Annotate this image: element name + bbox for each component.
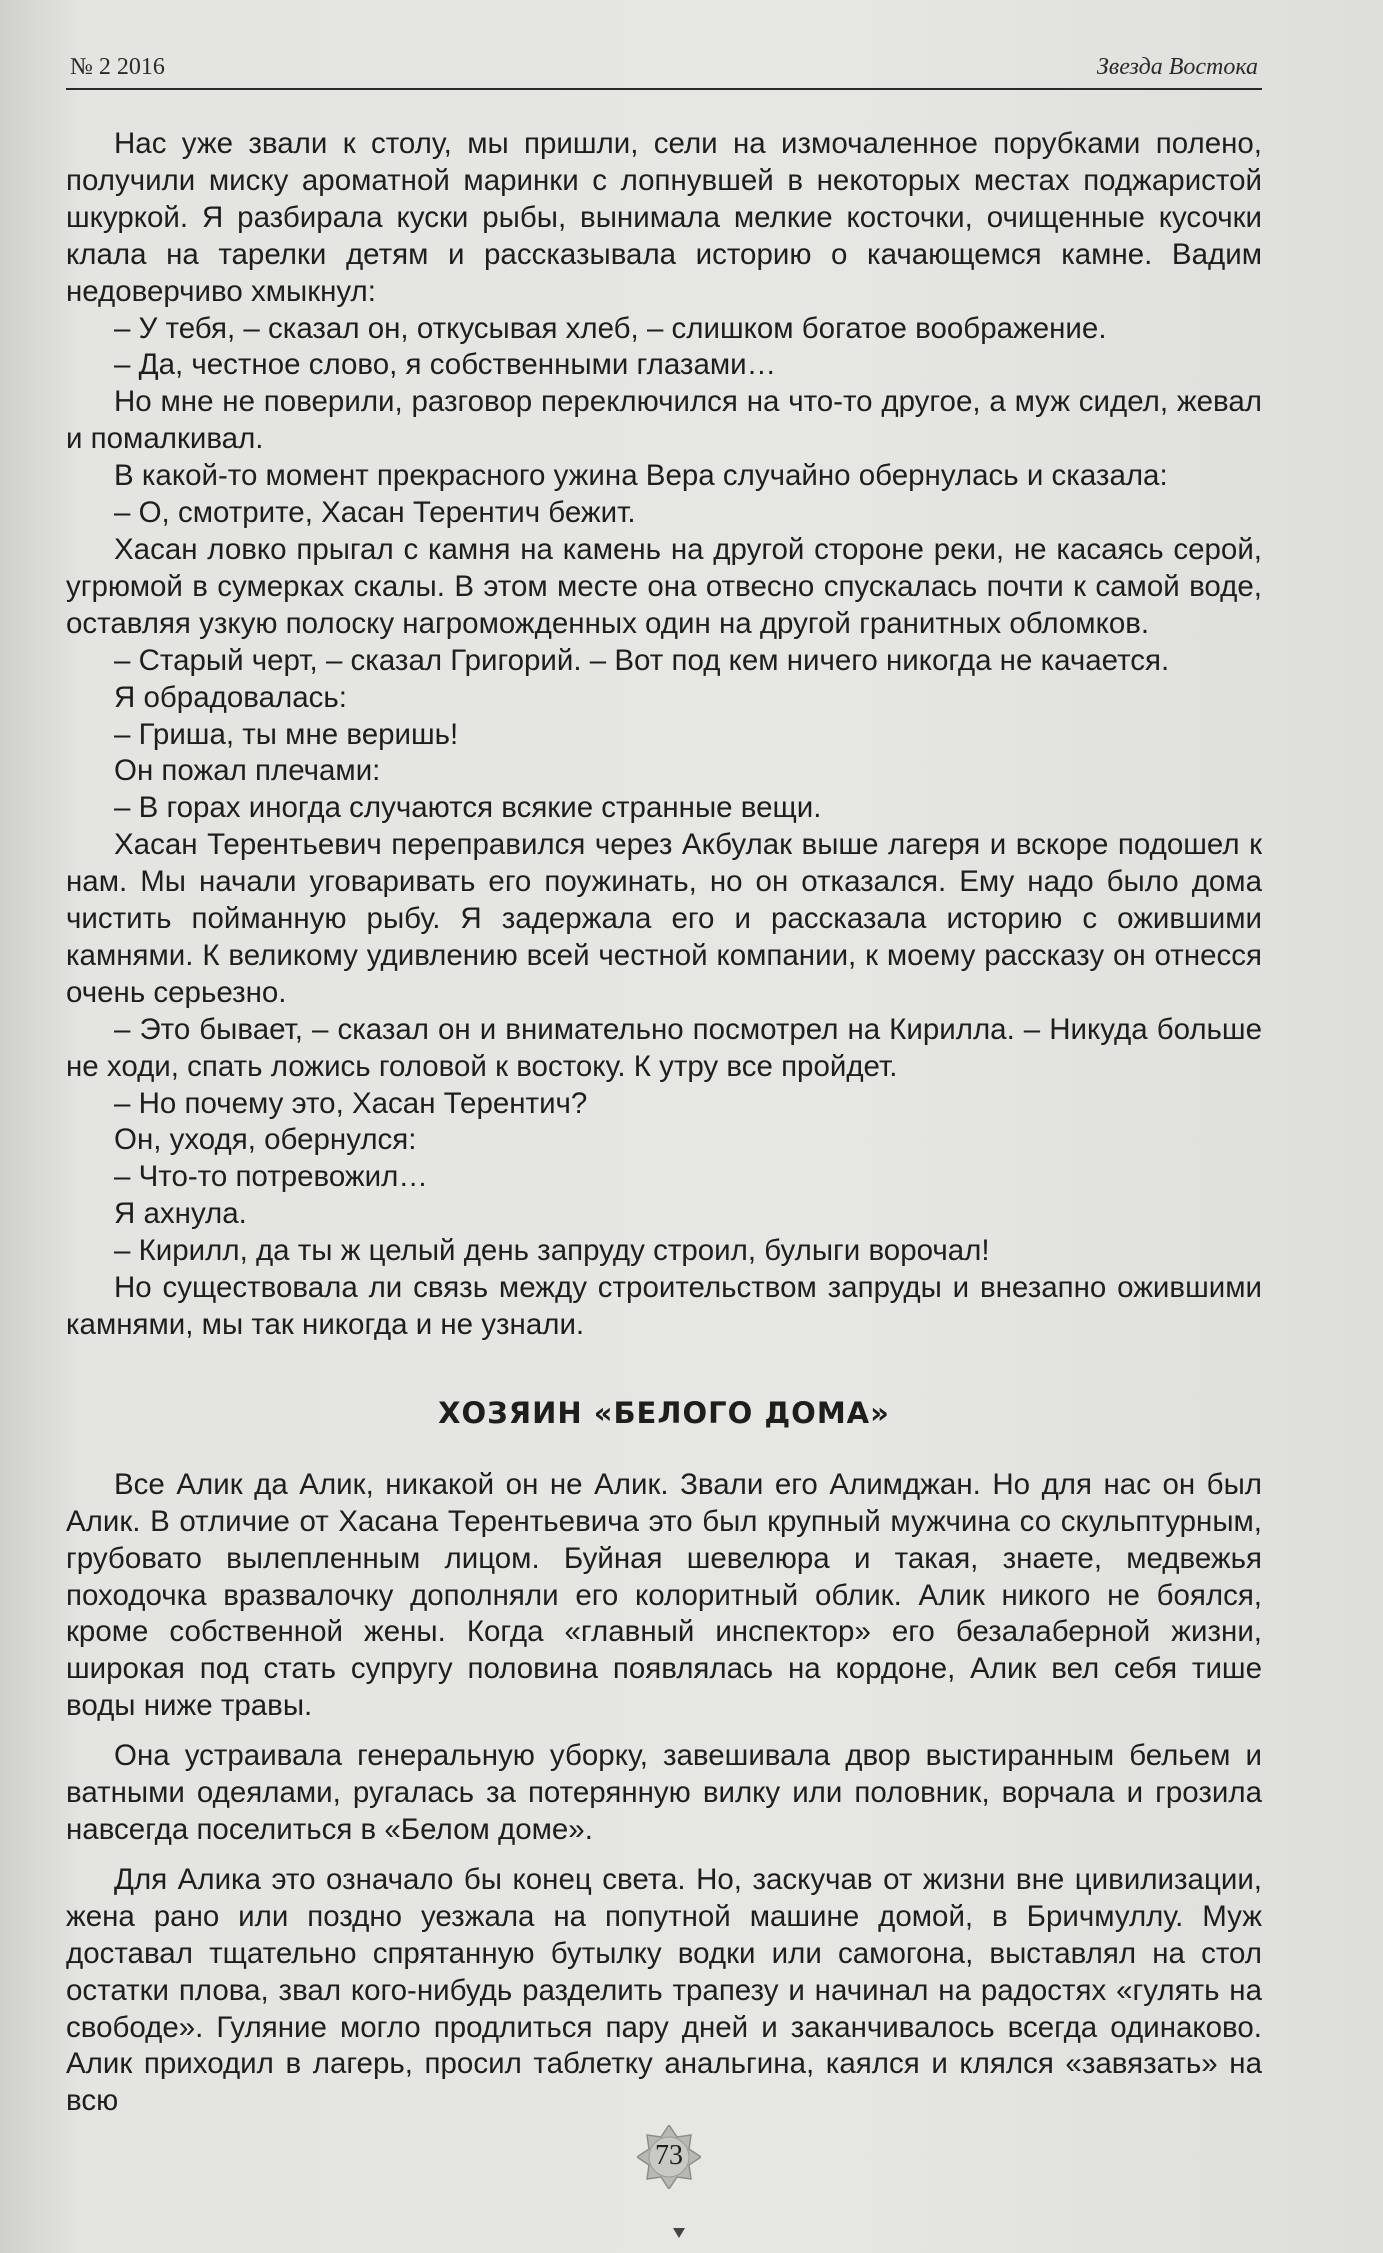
paragraph: – В горах иногда случаются всякие странные вещи. <box>114 791 822 825</box>
page-number-badge <box>637 2125 701 2189</box>
paragraph: Но мне не поверили, разговор переключился на что-то другое, а муж сидел, жевал и помалкивал. <box>66 385 1262 456</box>
page-marker-icon <box>673 2228 685 2238</box>
paragraph: – Это бывает, – сказал он и внимательно посмотрел на Кирилла. – Никуда больше не ходи, спать ложись головой к востоку. К утру все пройдет. <box>66 1012 1262 1083</box>
paragraph: – Кирилл, да ты ж целый день запруду строил, булыги ворочал! <box>114 1234 990 1268</box>
paragraph: – Но почему это, Хасан Терентич? <box>114 1086 588 1120</box>
paragraph: – Что-то потревожил… <box>114 1160 428 1194</box>
section-heading: ХОЗЯИН «БЕЛОГО ДОМА» <box>438 1395 890 1430</box>
paragraph: Он пожал плечами: <box>114 754 381 788</box>
paragraph: Я ахнула. <box>114 1197 247 1231</box>
page-number: 73 <box>655 2140 683 2171</box>
paragraph: – Старый черт, – сказал Григорий. – Вот под кем ничего никогда не качается. <box>114 643 1170 677</box>
paragraph: Хасан Терентьевич переправился через Акбулак выше лагеря и вскоре подошел к нам. Мы начали уговаривать его поужинать, но он отказался. Ему надо было дома чистить пойманную рыбу. Я задержала его и рассказала историю с ожившими камнями. К великому удивлению всей честной компании, к моему рассказу он отнесся очень серьезно. <box>66 828 1262 1009</box>
paragraph: – О, смотрите, Хасан Терентич бежит. <box>114 496 636 530</box>
paragraph: Нас уже звали к столу, мы пришли, сели на измочаленное порубками полено, получили миску ароматной маринки с лопнувшей в некоторых местах поджаристой шкуркой. Я разбирала куски рыбы, вынимала мелкие косточки, очищенные кусочки клала на тарелки детям и рассказывала историю о качающемся камне. Вадим недоверчиво хмыкнул: <box>66 127 1262 308</box>
paragraph: Но существовала ли связь между строительством запруды и внезапно ожившими камнями, мы так никогда и не узнали. <box>66 1271 1262 1341</box>
paragraph: Она устраивала генеральную уборку, завешивала двор выстиранным бельем и ватными одеялами, ругалась за потерянную вилку или половник, ворчала и грозила навсегда поселиться в «Белом доме». <box>66 1739 1262 1846</box>
journal-title: Звезда Востока <box>1096 54 1258 80</box>
paragraph: – У тебя, – сказал он, откусывая хлеб, – слишком богатое воображение. <box>114 311 1107 345</box>
running-header <box>66 48 1262 90</box>
paragraph: Он, уходя, обернулся: <box>114 1123 417 1157</box>
paragraph: Я обрадовалась: <box>114 680 347 714</box>
paragraph: В какой-то момент прекрасного ужина Вера случайно обернулась и сказала: <box>114 459 1168 493</box>
paragraph: Хасан ловко прыгал с камня на камень на другой стороне реки, не касаясь серой, угрюмой в сумерках скалы. В этом месте она отвесно спускалась почти к самой воде, оставляя узкую полоску нагроможденных один на другой гранитных обломков. <box>66 532 1262 640</box>
paragraph: – Да, честное слово, я собственными глазами… <box>114 348 777 382</box>
article-body <box>66 126 1262 2120</box>
paragraph: Все Алик да Алик, никакой он не Алик. Звали его Алимджан. Но для нас он был Алик. В отличие от Хасана Терентьевича это был крупный мужчина со скульптурным, грубовато вылепленным лицом. Буйная шевелюра и такая, знаете, медвежья походочка вразвалочку дополняли его колоритный облик. Алик никого не боялся, кроме собственной жены. Когда «главный инспектор» его безалаберной жизни, широкая под стать супругу половина появлялась на кордоне, Алик вел себя тише воды ниже травы. <box>66 1467 1262 1723</box>
issue-number: № 2 2016 <box>70 54 165 80</box>
paragraph: – Гриша, ты мне веришь! <box>114 717 459 751</box>
paragraph: Для Алика это означало бы конец света. Но, заскучав от жизни вне цивилизации, жена рано или поздно уезжала на попутной машине домой, в Бричмуллу. Муж доставал тщательно спрятанную бутылку водки или самогона, выставлял на стол остатки плова, звал кого-нибудь разделить трапезу и начинал на радостях «гулять на свободе». Гуляние могло продлиться пару дней и заканчивалось всегда одинаково. Алик приходил в лагерь, просил таблетку анальгина, каялся и клялся «завязать» на всю <box>66 1862 1262 2118</box>
